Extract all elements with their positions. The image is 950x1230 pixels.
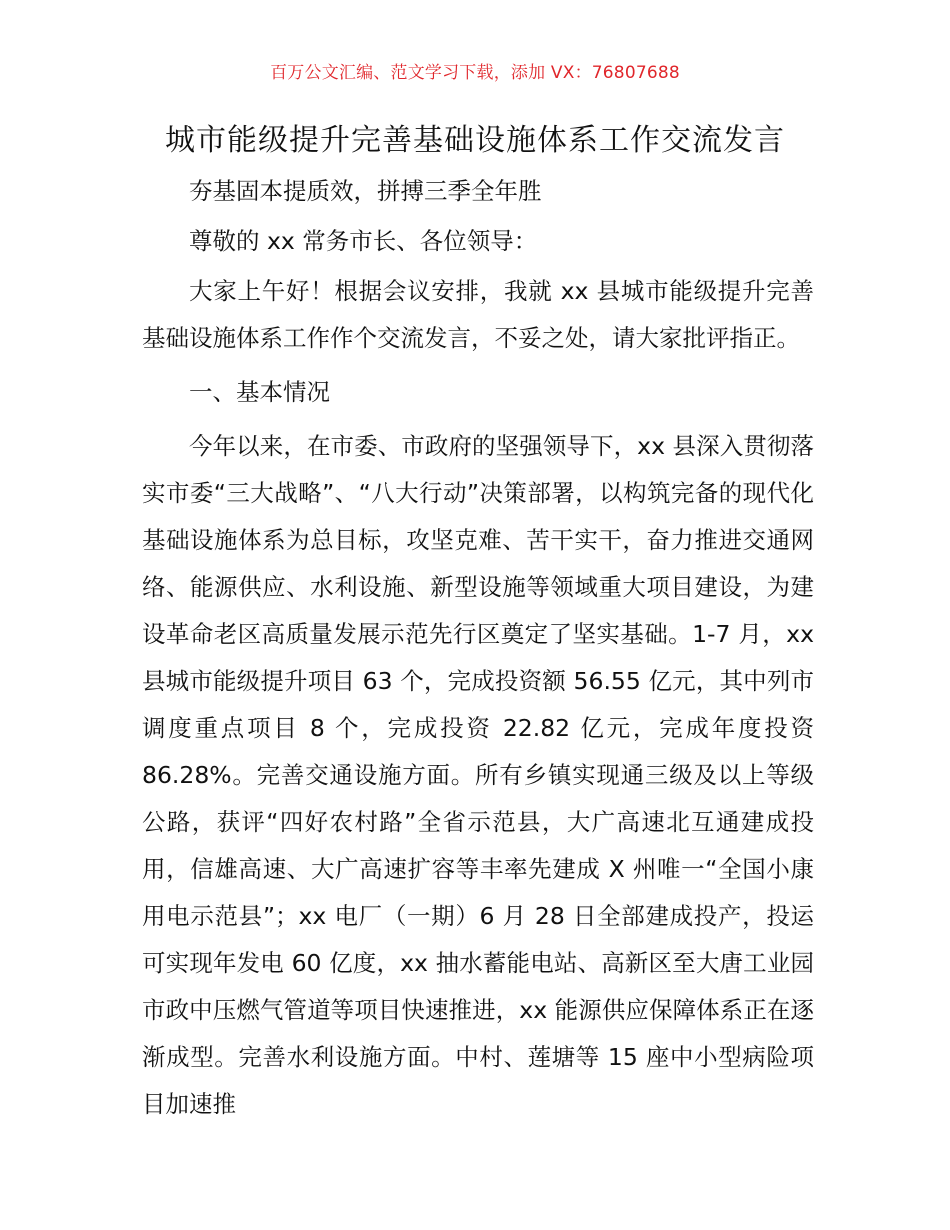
- download-notice: 百万公文汇编、范文学习下载，添加 VX：76807688: [270, 63, 680, 83]
- subtitle: 夯基固本提质效，拼搏三季全年胜: [189, 177, 542, 205]
- intro-paragraph: 大家上午好！根据会议安排，我就 xx 县城市能级提升完善基础设施体系工作作个交流发言，不妥之处，请大家批评指正。: [142, 277, 814, 352]
- document-title: 城市能级提升完善基础设施体系工作交流发言: [165, 123, 785, 158]
- document-body: [142, 168, 814, 1135]
- section-heading-basic-situation: 一、基本情况: [189, 378, 330, 406]
- salutation: 尊敬的 xx 常务市长、各位领导：: [189, 227, 538, 255]
- basic-situation-paragraph: 今年以来，在市委、市政府的坚强领导下，xx 县深入贯彻落实市委“三大战略”、“八大行动”决策部署，以构筑完备的现代化基础设施体系为总目标，攻坚克难、苦干实干，奋力推进交通网络、能源供应、水利设施、新型设施等领域重大项目建设，为建设革命老区高质量发展示范先行区奠定了坚实基础。1-7 月，xx 县城市能级提升项目 63 个，完成投资额 56.55 亿元，其中列市调度重点项目 8 个，完成投资 22.82 亿元，完成年度投资 86.28%。完善交通设施方面。所有乡镇实现通三级及以上等级公路，获评“四好农村路”全省示范县，大广高速北互通建成投用，信雄高速、大广高速扩容等丰率先建成 X 州唯一“全国小康用电示范县”；xx 电厂（一期）6 月 28 日全部建成投产，投运可实现年发电 60 亿度，xx 抽水蓄能电站、高新区至大唐工业园市政中压燃气管道等项目快速推进，xx 能源供应保障体系正在逐渐成型。完善水利设施方面。中村、莲塘等 15 座中小型病险项目加速推: [142, 432, 814, 1118]
